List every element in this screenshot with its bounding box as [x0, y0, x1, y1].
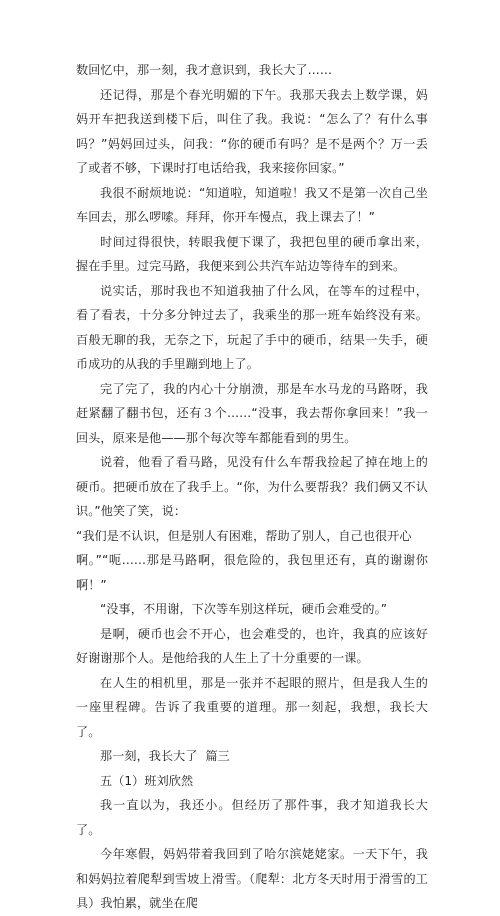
paragraph: “没事，不用谢，下次等车别这样玩，硬币会难受的。” [100, 602, 388, 616]
paragraph: 数回忆中，那一刻，我才意识到，我长大了…… [76, 63, 333, 77]
paragraph: 还记得，那是个春光明媚的下午。我那天我去上数学课，妈妈开车把我送到楼下后，叫住了我。我说：“怎么了？有什么事吗？”妈妈回过头，问我：“你的硬币有吗？是不是两个？万一丢了或者不够，下课时打电话给我，我来接你回家。” [76, 87, 428, 175]
author-line: 五（1）班刘欣然 [100, 773, 194, 788]
paragraph: 啊。”“呃……那是马路啊，很危险的，我包里还有，真的谢谢你啊！” [76, 553, 428, 592]
paragraph: 说着，他看了看马路，见没有什么车帮我捡起了掉在地上的硬币。把硬币放在了我手上。“你，为什么要帮我？我们俩又不认识。”他笑了笑，说： [76, 455, 428, 518]
paragraph: 在人生的相机里，那是一张并不起眼的照片，但是我人生的一座里程碑。告诉了我重要的道理。那一刻起，我想，我长大了。 [76, 675, 428, 739]
paragraph: 说实话，那时我也不知道我抽了什么风，在等车的过程中，看了看表，十分多分钟过去了，我乘坐的那一班车始终没有来。百般无聊的我，无奈之下，玩起了手中的硬币，结果一失手，硬币成功的从我的手里蹦到地上了。 [76, 283, 428, 371]
paragraph: 我一直以为，我还小。但经历了那件事，我才知道我长大了。 [76, 798, 428, 837]
section-title: 那一刻，我长大了 篇三 [100, 749, 230, 763]
paragraph: 我很不耐烦地说：“知道啦，知道啦！我又不是第一次自己坐车回去，那么啰嗦。拜拜，你开车慢点，我上课去了！” [76, 185, 428, 224]
paragraph: 完了完了，我的内心十分崩溃，那是车水马龙的马路呀，我赶紧翻了翻书包，还有３个……“没事，我去帮你拿回来！”我一回头，原来是他——那个每次等车都能看到的男生。 [76, 381, 428, 445]
paragraph: 是啊，硬币也会不开心，也会难受的，也许，我真的应该好好谢谢那个人。是他给我的人生上了十分重要的一课。 [76, 626, 428, 665]
paragraph: 今年寒假，妈妈带着我回到了哈尔滨姥姥家。一天下午，我和妈妈拉着爬犁到雪坡上滑雪。（爬犁：北方冬天时用于滑雪的工具）我怕累，就坐在爬 [76, 847, 428, 910]
paragraph: 时间过得很快，转眼我便下课了，我把包里的硬币拿出来，握在手里。过完马路，我便来到公共汽车站边等待车的到来。 [76, 234, 428, 273]
document-body [76, 58, 428, 916]
paragraph: “我们是不认识，但是别人有困难，帮助了别人，自己也很开心 [76, 528, 412, 543]
